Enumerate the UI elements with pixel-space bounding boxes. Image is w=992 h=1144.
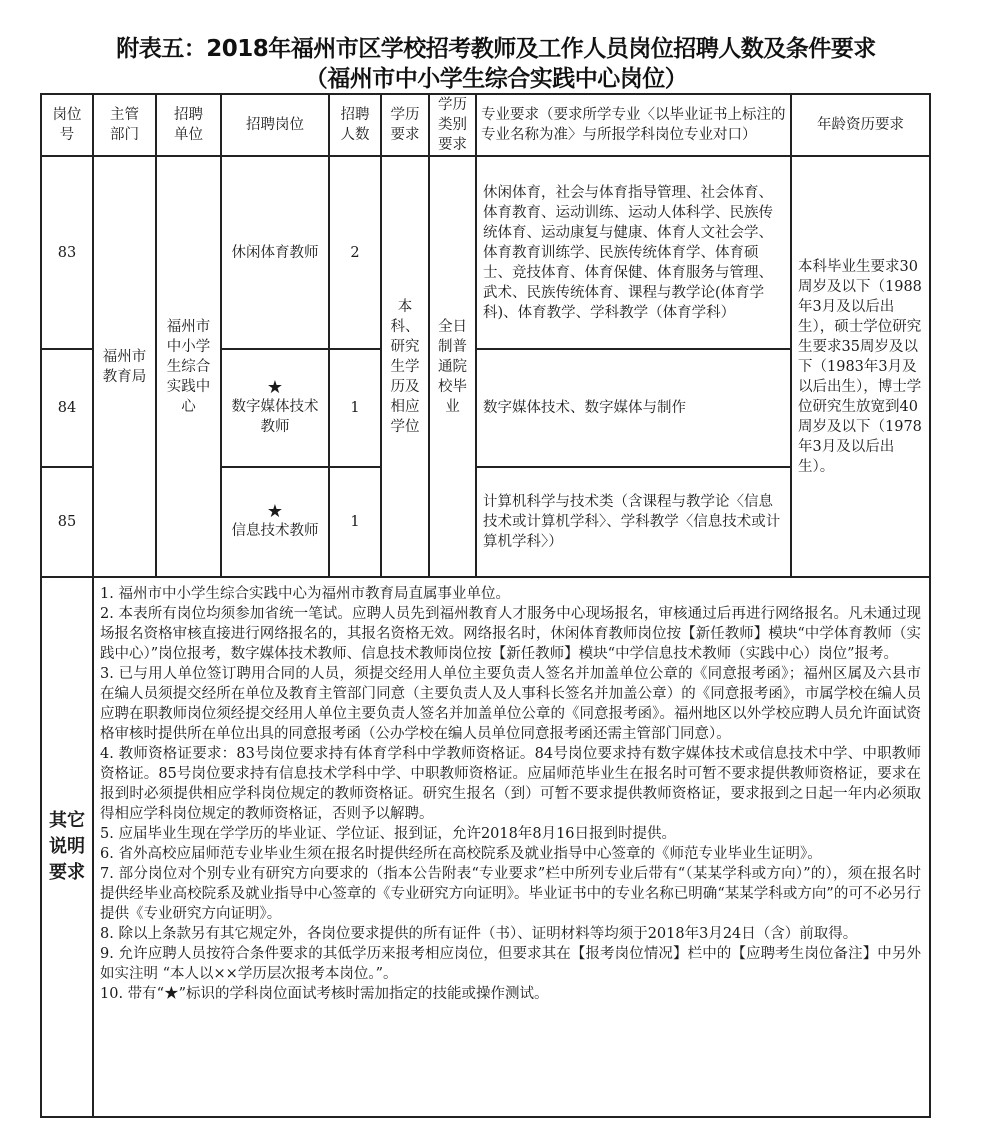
document-subtitle: （福州市中小学生综合实践中心岗位）: [304, 66, 688, 92]
position-cell: ★ 信息技术教师: [221, 467, 329, 577]
header-count: 招聘人数: [329, 94, 381, 156]
note-item: 6. 省外高校应届师范专业毕业生须在报名时提供经所在高校院系及就业指导中心签章的《师范专业毕业生证明》。: [100, 846, 822, 862]
table-row: [41, 156, 930, 349]
header-major: 专业要求（要求所学专业〈以毕业证书上标注的专业名称为准〉与所报学科岗位专业对口）: [476, 94, 791, 156]
post-no: 85: [41, 467, 93, 577]
header-post-no: 岗位号: [41, 94, 93, 156]
education-cell: 本科、研究生学历及相应学位: [381, 156, 429, 577]
count-cell: 1: [329, 349, 381, 467]
count-cell: 2: [329, 156, 381, 349]
note-item: 4. 教师资格证要求：83号岗位要求持有体育学科中学教师资格证。84号岗位要求持有数字媒体技术或信息技术中学、中职教师资格证。85号岗位要求持有信息技术学科中学、中职教师资格证。应届师范毕业生在报名时可暂不要求提供教师资格证，要求在报到时必须提供相应学科岗位规定的教师资格证。研究生报名（到）可暂不要求提供教师资格证，要求报到之日起一年内必须取得相应学科岗位规定的教师资格证，否则予以解聘。: [100, 746, 921, 822]
position-cell: 休闲体育教师: [221, 156, 329, 349]
note-item: 7. 部分岗位对个别专业有研究方向要求的（指本公告附表“专业要求”栏中所列专业后带有“（某某学科或方向）”的），须在报名时提供经毕业高校院系及就业指导中心签章的《专业研究方向证明》。毕业证书中的专业名称已明确“某某学科或方向”的可不必另行提供《专业研究方向证明》。: [100, 866, 921, 922]
department-cell: 福州市教育局: [93, 156, 156, 577]
note-item: 5. 应届毕业生现在学学历的毕业证、学位证、报到证，允许2018年8月16日报到时提供。: [100, 826, 677, 842]
note-item: 3. 已与用人单位签订聘用合同的人员，须提交经用人单位主要负责人签名并加盖单位公章的《同意报考函》；福州区属及六县市在编人员须提交经所在单位及教育主管部门同意（主要负责人及人事科长签名并加盖公章）的《同意报考函》，市属学校在编人员应聘在职教师岗位须经提交经用人单位主要负责人签名并加盖单位公章的《同意报考函》。福州地区以外学校应聘人员允许面试资格审核时提供所在单位出具的同意报考函（公办学校在编人员单位同意报考函还需主管部门同意）。: [100, 666, 921, 742]
major-cell: 数字媒体技术、数字媒体与制作: [476, 349, 791, 467]
header-edu-type: 学历类别要求: [429, 94, 476, 156]
header-unit: 招聘单位: [156, 94, 221, 156]
header-age: 年龄资历要求: [791, 94, 930, 156]
notes-cell: [93, 577, 930, 1117]
star-icon: ★: [266, 377, 284, 398]
notes-row: [41, 577, 930, 1117]
unit-cell: 福州市中小学生综合实践中心: [156, 156, 221, 577]
note-item: 2. 本表所有岗位均须参加省统一笔试。应聘人员先到福州教育人才服务中心现场报名，审核通过后再进行网络报名。凡未通过现场报名资格审核直接进行网络报名的，其报名资格无效。网络报名时，休闲体育教师岗位按【新任教师】模块“中学体育教师（实践中心）”岗位报考，数字媒体技术教师、信息技术教师岗位按【新任教师】模块“中学信息技术教师（实践中心）岗位”报考。: [100, 606, 921, 662]
major-cell: 计算机科学与技术类（含课程与教学论〈信息技术或计算机学科〉、学科教学〈信息技术或计算机学科〉）: [476, 467, 791, 577]
header-department: 主管部门: [93, 94, 156, 156]
note-item: 1. 福州市中小学生综合实践中心为福州市教育局直属事业单位。: [100, 586, 510, 602]
recruitment-table: [40, 93, 931, 1118]
document-title: 附表五：2018年福州市区学校招考教师及工作人员岗位招聘人数及条件要求: [116, 36, 876, 62]
table-header-row: [41, 94, 930, 156]
header-position: 招聘岗位: [221, 94, 329, 156]
note-item: 8. 除以上条款另有其它规定外，各岗位要求提供的所有证件（书）、证明材料等均须于2018年3月24日（含）前取得。: [100, 926, 858, 942]
age-cell: 本科毕业生要求30周岁及以下（1988年3月及以后出生），硕士学位研究生要求35周岁及以下（1983年3月及以后出生），博士学位研究生放宽到40周岁及以下（1978年3月及以后出生）。: [791, 156, 930, 577]
count-cell: 1: [329, 467, 381, 577]
note-item: 9. 允许应聘人员按符合条件要求的其低学历来报考相应岗位，但要求其在【报考岗位情况】栏中的【应聘考生岗位备注】中另外如实注明 “本人以××学历层次报考本岗位。”。: [100, 946, 921, 982]
post-no: 84: [41, 349, 93, 467]
position-cell: ★ 数字媒体技术教师: [221, 349, 329, 467]
notes-label: 其它说明要求: [41, 577, 93, 1117]
edu-type-cell: 全日制普通院校毕业: [429, 156, 476, 577]
note-item: 10. 带有“★”标识的学科岗位面试考核时需加指定的技能或操作测试。: [100, 986, 549, 1002]
header-education: 学历要求: [381, 94, 429, 156]
post-no: 83: [41, 156, 93, 349]
star-icon: ★: [266, 501, 284, 522]
major-cell: 休闲体育，社会与体育指导管理、社会体育、体育教育、运动训练、运动人体科学、民族传统体育、运动康复与健康、体育人文社会学、体育教育训练学、民族传统体育学、体育硕士、竞技体育、体育保健、体育服务与管理、武术、民族传统体育、课程与教学论(体育学科)、体育教学、学科教学（体育学科）: [476, 156, 791, 349]
